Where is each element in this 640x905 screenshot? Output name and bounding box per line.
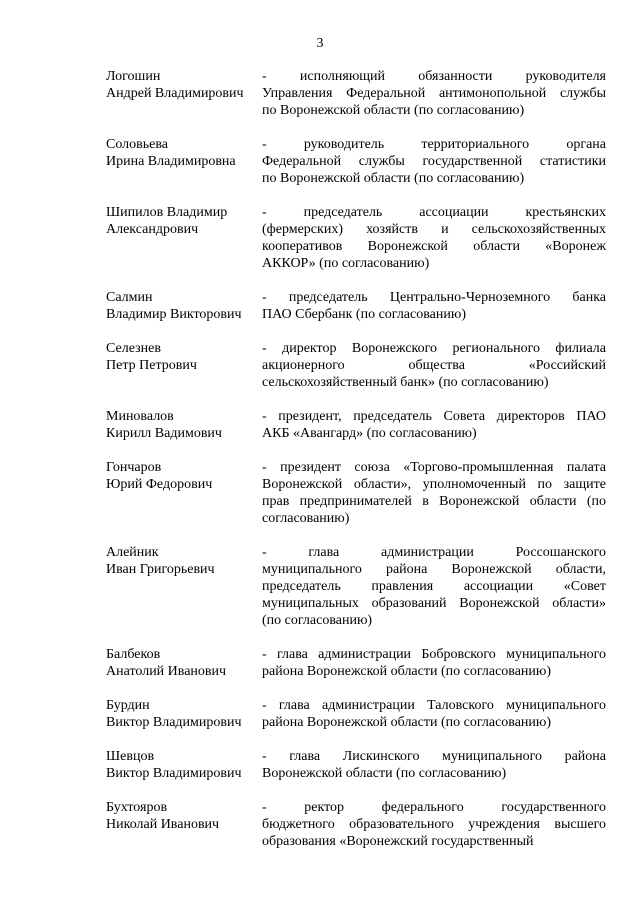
member-role-line: сельскохозяйственный банк» (по согласованию) [262,375,549,390]
member-role [262,340,606,391]
member-person [106,459,262,493]
member-role-line: кооперативов Воронежской области «Воронеж [262,239,606,254]
member-role-line: образования «Воронежский государственный [262,834,534,849]
member-person [106,68,262,102]
member-role-line: АКБ «Авангард» (по согласованию) [262,426,477,441]
member-role-line: - глава администрации Бобровского муниципального [262,647,606,662]
member-role-line: - ректор федерального государственного [262,800,606,815]
member-person [106,544,262,578]
member-role [262,748,606,782]
member-role [262,408,606,442]
member-role-line: муниципальных образований Воронежской области» [262,596,606,611]
member-role [262,136,606,187]
member-role-line: муниципального района Воронежской области, [262,562,606,577]
member-role-line: района Воронежской области (по согласованию) [262,715,552,730]
member-given-name: Юрий Федорович [106,477,213,492]
member-role-line: - глава Лискинского муниципального района [262,749,606,764]
member-role-line: (по согласованию) [262,613,373,628]
member-surname: Шевцов [106,749,155,764]
member-entry [106,289,606,323]
member-role-line: согласованию) [262,511,350,526]
member-role [262,68,606,119]
member-role-line: - президент союза «Торгово-промышленная палата [262,460,606,475]
member-role [262,204,606,272]
member-role-line: по Воронежской области (по согласованию) [262,103,525,118]
member-role [262,289,606,323]
member-role-line: бюджетного образовательного учреждения высшего [262,817,606,832]
member-surname: Миновалов [106,409,174,424]
member-person [106,748,262,782]
member-role-line: - глава администрации Россошанского [262,545,606,560]
member-given-name: Андрей Владимирович [106,86,244,101]
member-role-line: - глава администрации Таловского муниципального [262,698,606,713]
member-role [262,697,606,731]
member-person [106,799,262,833]
member-given-name: Ирина Владимировна [106,154,236,169]
member-person [106,340,262,374]
member-surname: Алейник [106,545,159,560]
member-person [106,697,262,731]
member-role-line: - директор Воронежского регионального филиала [262,341,606,356]
member-surname: Балбеков [106,647,161,662]
member-role-line: Управления Федеральной антимонопольной службы [262,86,606,101]
member-given-name: Виктор Владимирович [106,766,242,781]
member-role-line: - председатель Центрально-Черноземного банка [262,290,606,305]
member-role-line: прав предпринимателей в Воронежской области (по [262,494,606,509]
member-person [106,408,262,442]
member-surname: Селезнев [106,341,161,356]
member-given-name: Анатолий Иванович [106,664,227,679]
member-role-line: - исполняющий обязанности руководителя [262,69,606,84]
member-given-name: Кирилл Вадимович [106,426,222,441]
member-surname: Логошин [106,69,161,84]
member-role [262,646,606,680]
member-surname: Бурдин [106,698,150,713]
member-role-line: председатель правления ассоциации «Совет [262,579,606,594]
member-surname: Шипилов Владимир [106,205,228,220]
member-role [262,459,606,527]
member-person [106,136,262,170]
member-role-line: Федеральной службы государственной статистики [262,154,606,169]
member-role-line: - руководитель территориального органа [262,137,606,152]
member-entry [106,408,606,442]
member-given-name: Владимир Викторович [106,307,242,322]
member-surname: Бухтояров [106,800,168,815]
member-role-line: ПАО Сбербанк (по согласованию) [262,307,466,322]
member-entry [106,646,606,680]
member-surname: Соловьева [106,137,168,152]
member-entry [106,204,606,272]
member-role-line: по Воронежской области (по согласованию) [262,171,525,186]
member-entry [106,459,606,527]
member-person [106,204,262,238]
member-role-line: района Воронежской области (по согласованию) [262,664,552,679]
member-entry [106,544,606,629]
member-given-name: Иван Григорьевич [106,562,215,577]
member-entry [106,340,606,391]
member-given-name: Петр Петрович [106,358,197,373]
member-given-name: Николай Иванович [106,817,220,832]
member-role-line: - председатель ассоциации крестьянских [262,205,606,220]
member-entry [106,799,606,850]
member-entry [106,68,606,119]
member-role [262,544,606,629]
member-role-line: Воронежской области (по согласованию) [262,766,507,781]
member-entry [106,748,606,782]
member-role-line: (фермерских) хозяйств и сельскохозяйственных [262,222,606,237]
member-role-line: - президент, председатель Совета директоров ПАО [262,409,606,424]
page-number: 3 [316,36,324,51]
member-role [262,799,606,850]
member-person [106,646,262,680]
member-role-line: Воронежской области», уполномоченный по защите [262,477,606,492]
member-role-line: АККОР» (по согласованию) [262,256,430,271]
member-person [106,289,262,323]
member-given-name: Александрович [106,222,199,237]
member-entry [106,697,606,731]
member-surname: Салмин [106,290,153,305]
member-list [106,68,606,867]
member-surname: Гончаров [106,460,162,475]
member-given-name: Виктор Владимирович [106,715,242,730]
member-entry [106,136,606,187]
member-role-line: акционерного общества «Российский [262,358,606,373]
